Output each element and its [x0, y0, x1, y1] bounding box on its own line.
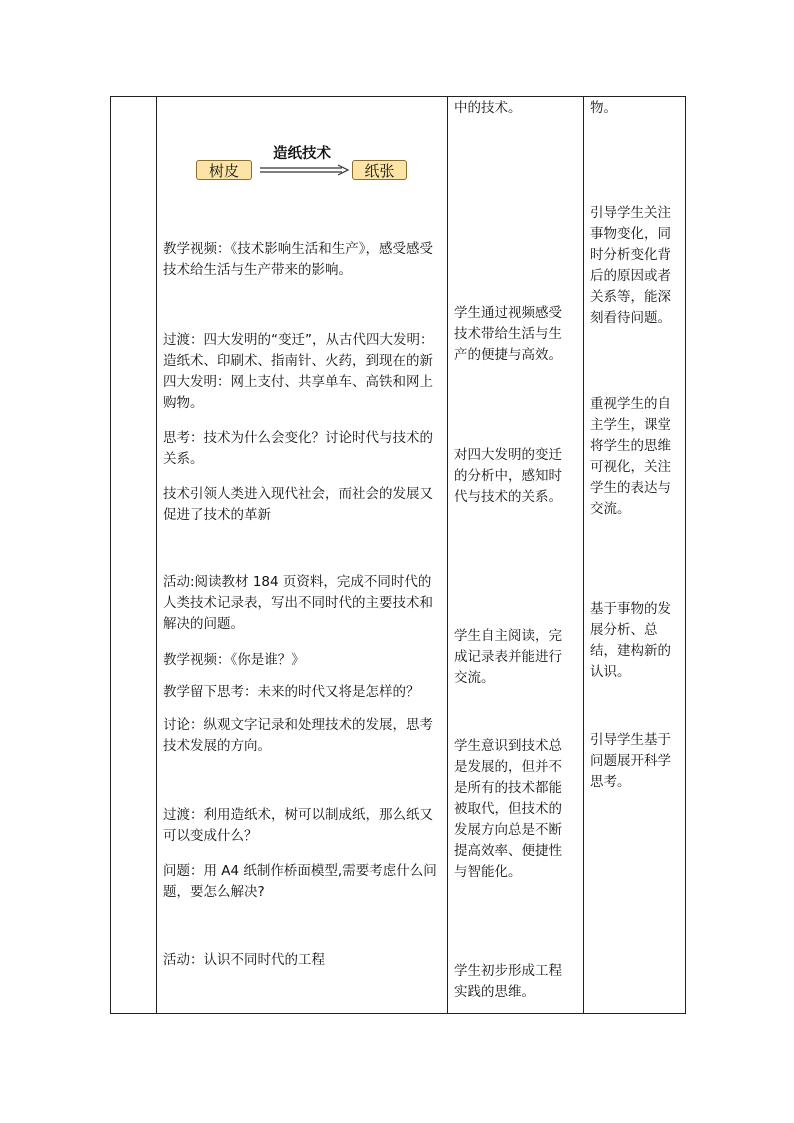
reading-activity-paragraph: 活动:阅读教材 184 页资料，完成不同时代的人类技术记录表，写出不同时代的主要技术和解决的问题。 [163, 574, 433, 632]
student-reading: 学生自主阅读，完成记录表并能进行交流。 [454, 628, 562, 686]
intent-scientific-thinking: 引导学生基于问题展开科学思考。 [590, 732, 671, 790]
transition-paragraph: 过渡：四大发明的“变迁”，从古代四大发明：造纸术、印刷术、指南针、火药，到现在的新四大发明：网上支付、共享单车、高铁和网上购物。 [163, 332, 434, 411]
bark-box: 树皮 [196, 160, 252, 180]
intent-continued: 物。 [590, 100, 617, 116]
student-inventions-analysis: 对四大发明的变迁的分析中，感知时代与技术的关系。 [454, 447, 562, 505]
intent-self-learning: 重视学生的自主学生，课堂将学生的思维可视化，关注学生的表达与交流。 [590, 396, 671, 517]
intent-construct-knowledge: 基于事物的发展分析、总结，建构新的认识。 [590, 601, 671, 680]
student-engineering: 学生初步形成工程实践的思维。 [454, 963, 562, 1000]
double-arrow-icon [258, 164, 350, 176]
student-awareness: 学生意识到技术总是发展的，但并不是所有的技术都能被取代，但技术的发展方向总是不断提高效率、便捷性与智能化。 [454, 738, 562, 880]
video-who-paragraph: 教学视频：《你是谁？》 [163, 652, 305, 668]
paper-box: 纸张 [352, 160, 407, 180]
papermaking-label: 造纸技术 [273, 146, 331, 162]
paper-transition-paragraph: 过渡：利用造纸术，树可以制成纸，那么纸又可以变成什么？ [163, 807, 433, 844]
think-paragraph: 思考：技术为什么会变化？讨论时代与技术的关系。 [163, 430, 433, 467]
column-divider [447, 96, 448, 1014]
column-divider [583, 96, 584, 1014]
technology-society-paragraph: 技术引领人类进入现代社会，而社会的发展又促进了技术的革新 [163, 486, 433, 523]
engineering-activity-paragraph: 活动：认识不同时代的工程 [163, 952, 325, 968]
future-question-paragraph: 教学留下思考：未来的时代又将是怎样的？ [163, 684, 420, 700]
student-video-feeling: 学生通过视频感受技术带给生活与生产的便捷与高效。 [454, 305, 562, 363]
student-activity-continued: 中的技术。 [454, 100, 522, 116]
bridge-problem-paragraph: 问题：用 A4 纸制作桥面模型,需要考虑什么问题，要怎么解决? [163, 863, 437, 900]
intent-guide-change: 引导学生关注事物变化，同时分析变化背后的原因或者关系等，能深刻看待问题。 [590, 205, 671, 326]
teaching-video-paragraph: 教学视频：《技术影响生活和生产》，感受感受技术给生活与生产带来的影响。 [163, 241, 433, 278]
discussion-paragraph: 讨论：纵观文字记录和处理技术的发展，思考技术发展的方向。 [163, 717, 433, 754]
column-divider [156, 96, 157, 1014]
papermaking-diagram [196, 146, 410, 186]
